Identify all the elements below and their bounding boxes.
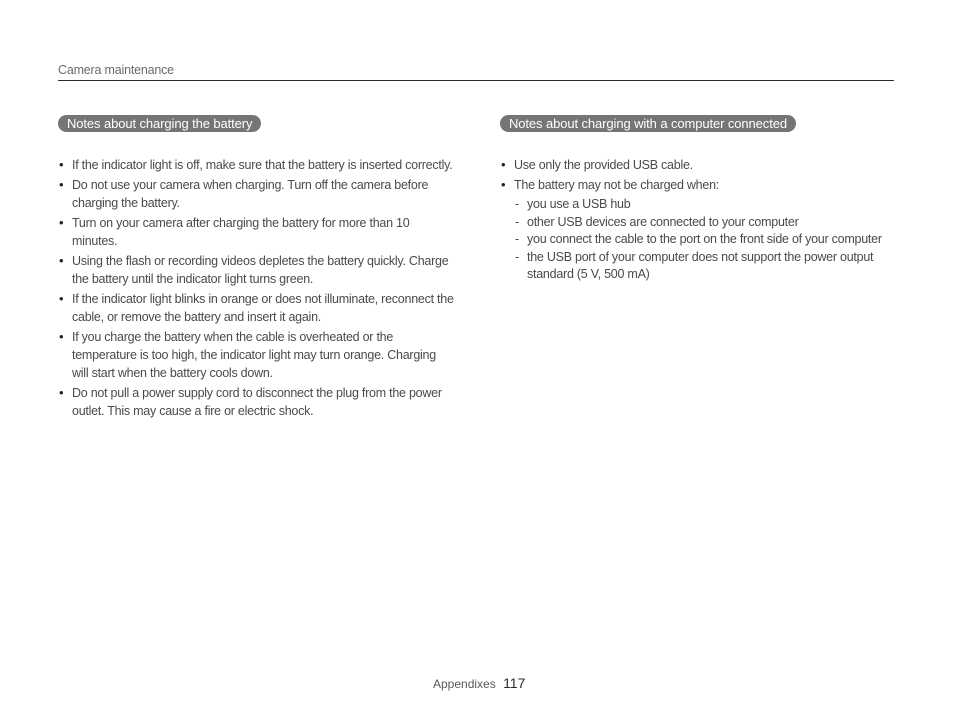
list-item: • If the indicator light blinks in orange or does not illuminate, reconnect the cable, or remove the battery and insert it again. — [58, 290, 454, 326]
list-item: • If you charge the battery when the cable is overheated or the temperature is too high, the indicator light may turn orange. Charging will start when the battery cools down. — [58, 328, 454, 382]
sub-list-item: - you use a USB hub — [514, 196, 896, 214]
footer-section: Appendixes — [433, 677, 496, 691]
list-item: • Do not pull a power supply cord to disconnect the plug from the power outlet. This may cause a fire or electric shock. — [58, 384, 454, 420]
conditions-sublist — [514, 196, 896, 284]
list-item: • Turn on your camera after charging the battery for more than 10 minutes. — [58, 214, 454, 250]
list-item: • Do not use your camera when charging. Turn off the camera before charging the battery. — [58, 176, 454, 212]
sub-list-item: - you connect the cable to the port on the front side of your computer — [514, 231, 896, 249]
page-footer — [433, 675, 525, 691]
sub-list-item: - the USB port of your computer does not support the power output standard (5 V, 500 mA) — [514, 249, 896, 284]
right-column — [500, 115, 896, 286]
computer-notes-list — [500, 156, 896, 284]
section-title: Camera maintenance — [58, 63, 174, 77]
page-number: 117 — [503, 675, 526, 691]
list-item-text: The battery may not be charged when: — [514, 178, 720, 192]
list-item: • If the indicator light is off, make sure that the battery is inserted correctly. — [58, 156, 454, 174]
list-item — [500, 176, 896, 284]
left-column — [58, 115, 454, 422]
heading-charging-battery: Notes about charging the battery — [58, 115, 261, 132]
list-item: • Use only the provided USB cable. — [500, 156, 896, 174]
heading-charging-computer: Notes about charging with a computer connected — [500, 115, 796, 132]
page-header — [58, 62, 894, 81]
battery-notes-list — [58, 156, 454, 420]
list-item: • Using the flash or recording videos depletes the battery quickly. Charge the battery until the indicator light turns green. — [58, 252, 454, 288]
sub-list-item: - other USB devices are connected to your computer — [514, 214, 896, 232]
